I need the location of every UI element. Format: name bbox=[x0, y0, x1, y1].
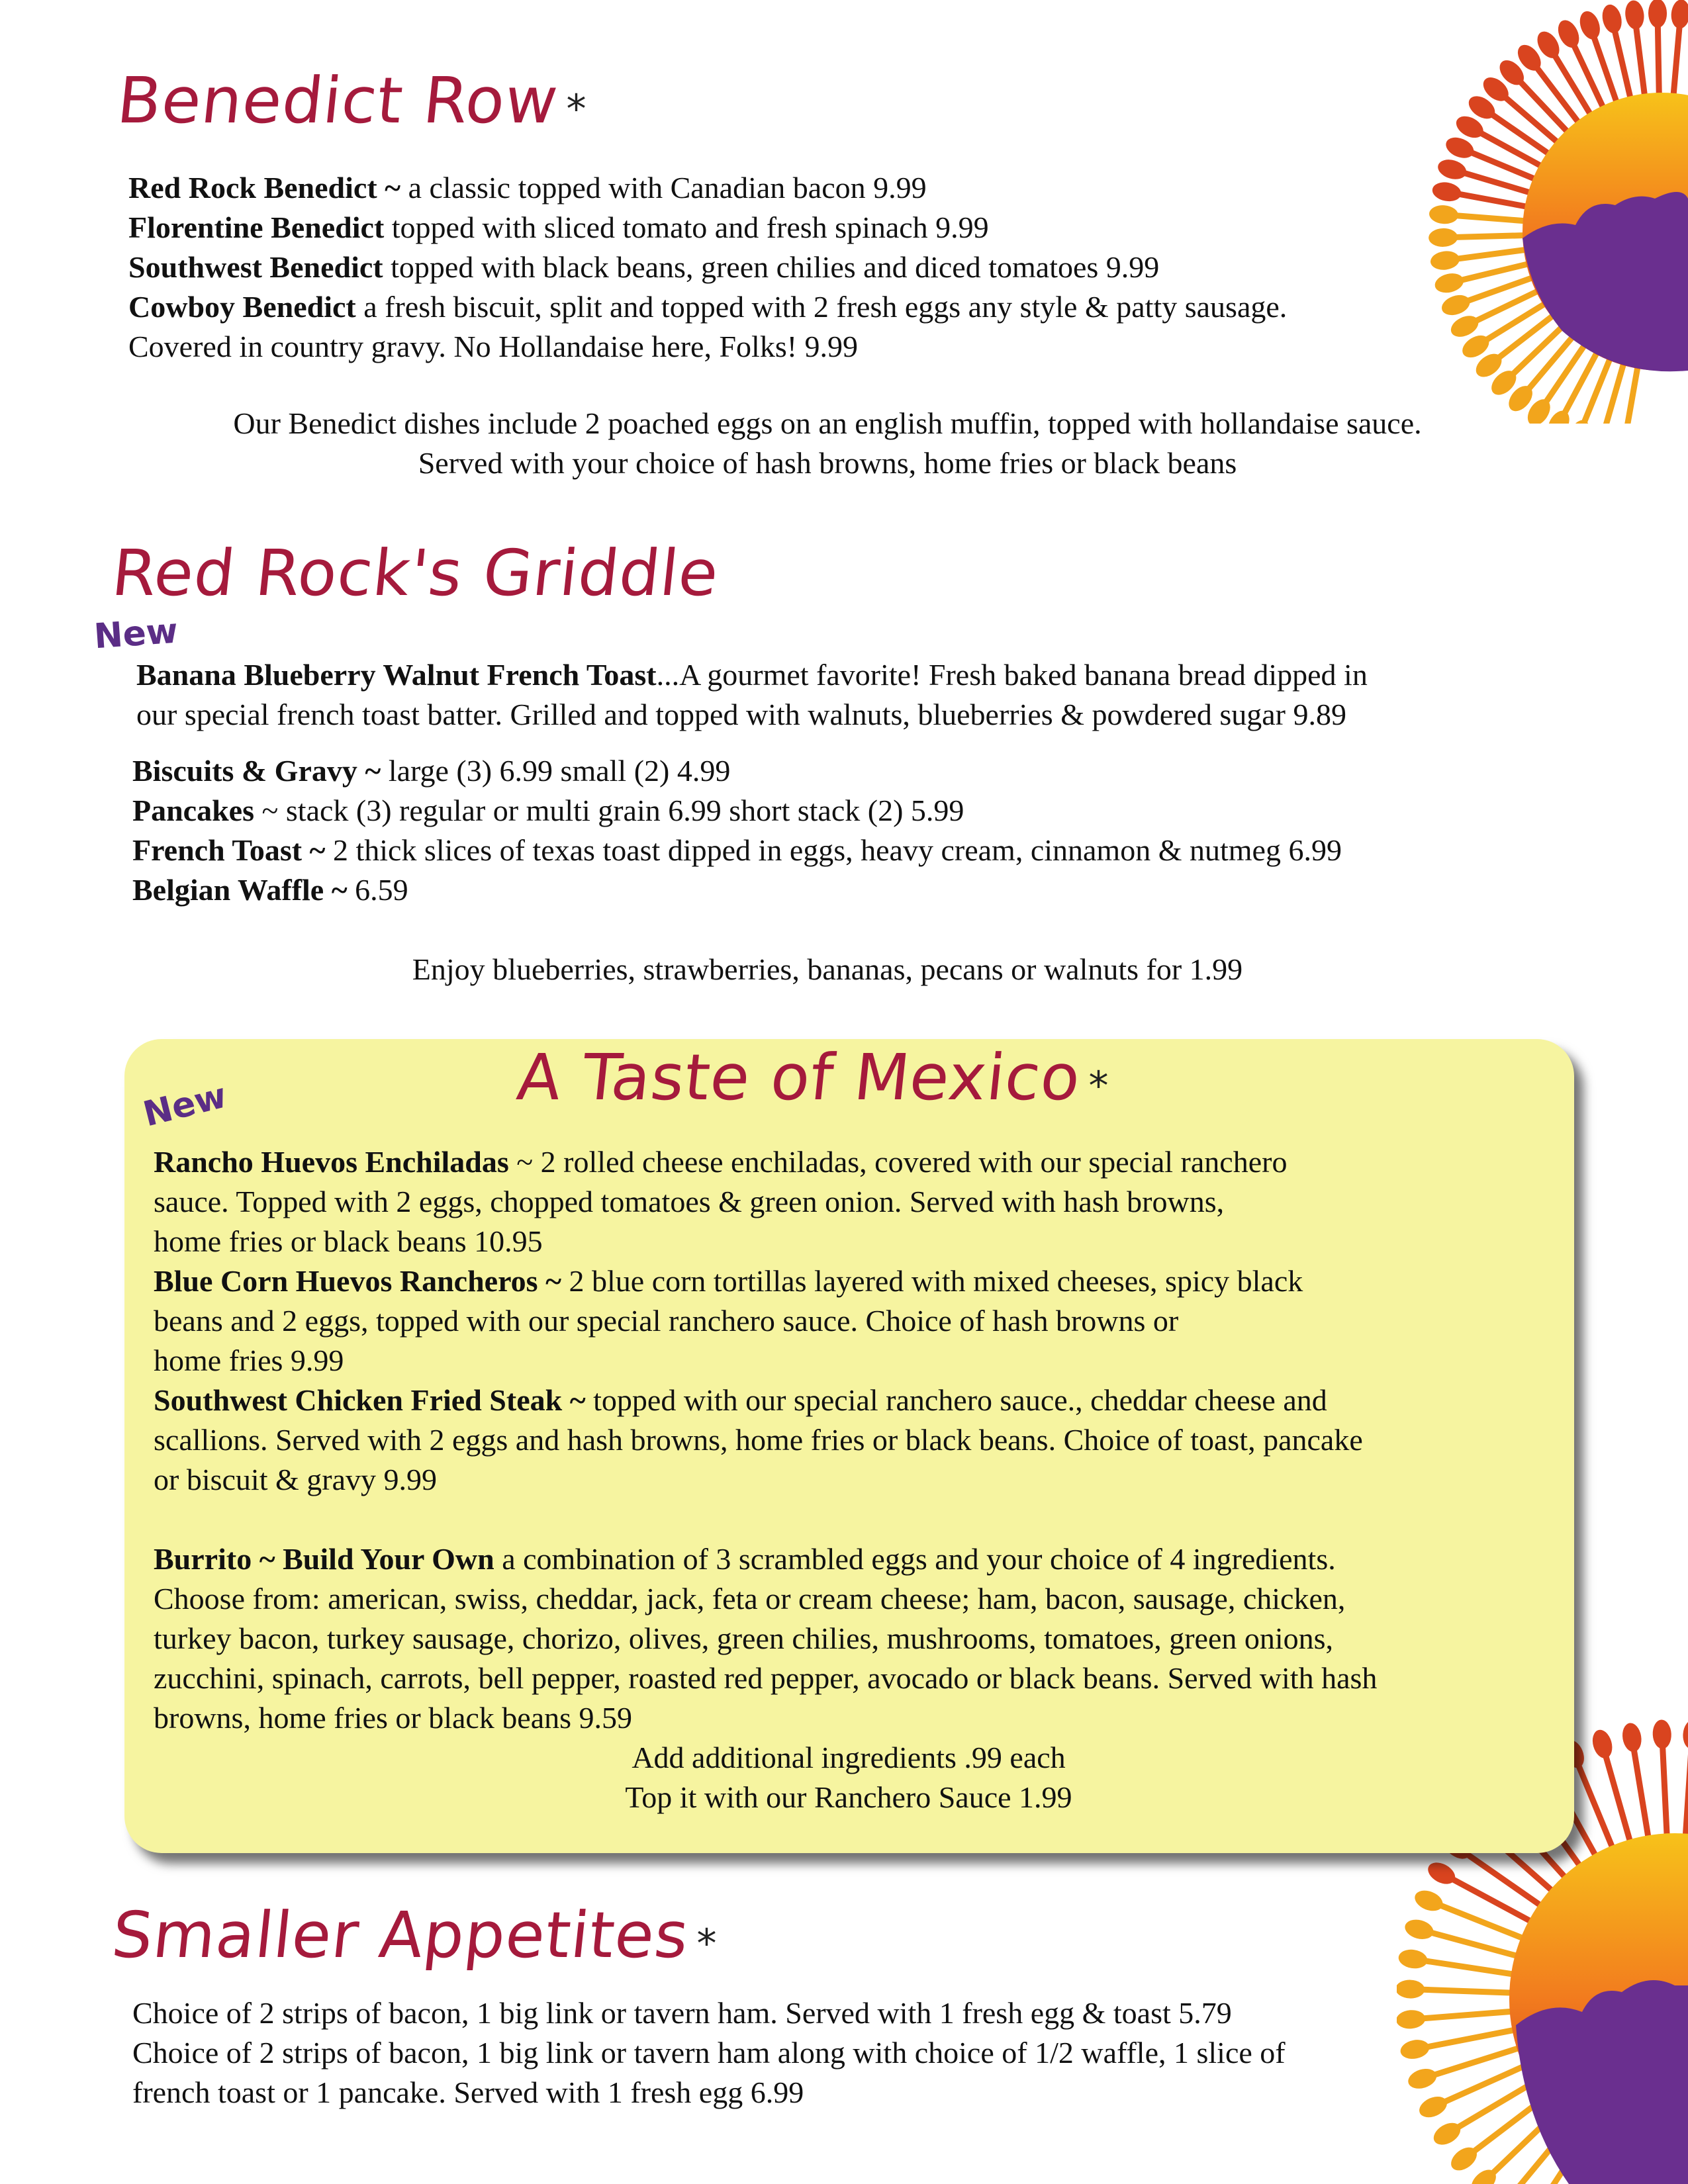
menu-item bbox=[136, 655, 1593, 695]
item-name: Biscuits & Gravy ~ bbox=[132, 754, 381, 788]
item-name: Belgian Waffle ~ bbox=[132, 873, 348, 907]
menu-item bbox=[128, 287, 1452, 327]
item-desc: ~ stack (3) regular or multi grain 6.99 short stack (2) 5.99 bbox=[254, 794, 964, 827]
item-name: Rancho Huevos Enchiladas bbox=[154, 1145, 509, 1179]
benedict-heading bbox=[114, 64, 592, 138]
item-desc: a fresh biscuit, split and topped with 2 fresh eggs any style & patty sausage. bbox=[355, 290, 1288, 324]
menu-item-continued: home fries or black beans 10.95 bbox=[154, 1224, 543, 1258]
mexico-list bbox=[154, 1142, 1570, 1738]
menu-item-continued: home fries 9.99 bbox=[154, 1343, 344, 1377]
utensil-head bbox=[1443, 134, 1477, 162]
item-desc: a classic topped with Canadian bacon 9.99 bbox=[400, 171, 927, 205]
utensil-ray bbox=[1413, 1959, 1518, 1975]
note-line: Enjoy blueberries, strawberries, bananas, pecans or walnuts for 1.99 bbox=[412, 952, 1243, 986]
item-desc: 6.59 bbox=[347, 873, 408, 907]
item-name: Southwest Benedict bbox=[128, 250, 383, 284]
utensil-head bbox=[1397, 1948, 1429, 1970]
new-badge-griddle: New bbox=[93, 611, 179, 657]
item-desc: 2 blue corn tortillas layered with mixed cheeses, spicy black bbox=[561, 1264, 1303, 1298]
utensil-ray bbox=[1685, 1735, 1688, 1841]
utensil-head bbox=[1652, 1719, 1672, 1749]
utensil-ray bbox=[1442, 1874, 1535, 1924]
note-line: Our Benedict dishes include 2 poached eggs on an english muffin, topped with hollandaise sauce. bbox=[233, 406, 1422, 440]
utensil-ray bbox=[1662, 1734, 1667, 1840]
item-name: Red Rock Benedict ~ bbox=[128, 171, 401, 205]
menu-item-continued: beans and 2 eggs, topped with our special ranchero sauce. Choice of hash browns or bbox=[154, 1304, 1179, 1338]
menu-item bbox=[154, 1539, 1570, 1579]
new-badge-mexico: New bbox=[139, 1075, 231, 1135]
menu-item bbox=[128, 168, 1452, 208]
menu-item bbox=[154, 1381, 1570, 1420]
item-desc: ~ 2 rolled cheese enchiladas, covered with our special ranchero bbox=[508, 1145, 1288, 1179]
note-line: Served with your choice of hash browns, home fries or black beans bbox=[418, 446, 1237, 480]
menu-item bbox=[154, 1261, 1570, 1301]
benedict-title: Benedict Row bbox=[114, 64, 562, 138]
utensil-ray bbox=[1632, 1737, 1649, 1842]
griddle-heading bbox=[109, 536, 722, 610]
item-desc: a combination of 3 scrambled eggs and your choice of 4 ingredients. bbox=[494, 1542, 1336, 1576]
utensil-head bbox=[1682, 1719, 1688, 1750]
mexico-title: A Taste of Mexico bbox=[514, 1040, 1085, 1115]
utensil-head bbox=[1589, 1727, 1615, 1760]
item-desc: topped with our special ranchero sauce., cheddar cheese and bbox=[585, 1383, 1327, 1417]
utensil-head bbox=[1600, 3, 1624, 35]
utensil-ray bbox=[1458, 1848, 1544, 1908]
note-line: Top it with our Ranchero Sauce 1.99 bbox=[625, 1780, 1072, 1814]
griddle-featured bbox=[136, 655, 1593, 735]
benedict-star: * bbox=[566, 86, 587, 132]
utensil-ray bbox=[1447, 2079, 1538, 2134]
smaller-star: * bbox=[696, 1921, 718, 1967]
menu-item bbox=[128, 248, 1452, 287]
menu-item bbox=[154, 1142, 1570, 1182]
mexico-extras bbox=[154, 1738, 1544, 1817]
utensil-head bbox=[1670, 0, 1688, 29]
griddle-note bbox=[79, 950, 1575, 989]
utensil-ray bbox=[1624, 362, 1639, 424]
utensil-head bbox=[1412, 1887, 1446, 1915]
item-name: Blue Corn Huevos Rancheros ~ bbox=[154, 1264, 561, 1298]
spacer bbox=[154, 1500, 1570, 1539]
menu-item-continued: zucchini, spinach, carrots, bell pepper, roasted red pepper, avocado or black beans. Served with hash bbox=[154, 1661, 1378, 1695]
menu-item bbox=[132, 831, 1589, 870]
menu-item-continued: browns, home fries or black beans 9.59 bbox=[154, 1701, 633, 1735]
menu-item bbox=[132, 791, 1589, 831]
utensil-head bbox=[1648, 0, 1667, 28]
menu-item-continued: french toast or 1 pancake. Served with 1 fresh egg 6.99 bbox=[132, 2075, 804, 2109]
menu-item bbox=[132, 751, 1589, 791]
menu-item-continued: or biscuit & gravy 9.99 bbox=[154, 1463, 437, 1496]
menu-item-continued: scallions. Served with 2 eggs and hash browns, home fries or black beans. Choice of toast, pancake bbox=[154, 1423, 1363, 1457]
menu-item bbox=[128, 208, 1452, 248]
item-name: Burrito ~ Build Your Own bbox=[154, 1542, 494, 1576]
note-line: Add additional ingredients .99 each bbox=[632, 1741, 1066, 1774]
menu-item bbox=[132, 870, 1589, 910]
item-name: French Toast ~ bbox=[132, 833, 326, 867]
item-name: Southwest Chicken Fried Steak ~ bbox=[154, 1383, 586, 1417]
item-name: Banana Blueberry Walnut French Toast bbox=[136, 658, 657, 692]
utensil-head bbox=[1620, 1721, 1644, 1753]
item-name: Pancakes bbox=[132, 794, 254, 827]
item-desc: topped with sliced tomato and fresh spinach 9.99 bbox=[384, 210, 989, 244]
utensil-head bbox=[1576, 9, 1603, 42]
sun-utensils-logo-top bbox=[1417, 0, 1688, 424]
menu-item: Choice of 2 strips of bacon, 1 big link or tavern ham. Served with 1 fresh egg & toast 5.79 bbox=[132, 1996, 1232, 2030]
smaller-heading bbox=[109, 1898, 722, 1972]
menu-item: Choice of 2 strips of bacon, 1 big link or tavern ham along with choice of 1/2 waffle, 1 slice of bbox=[132, 2036, 1286, 2070]
mexico-star: * bbox=[1088, 1063, 1109, 1109]
benedict-list bbox=[128, 168, 1452, 367]
utensil-head bbox=[1425, 1858, 1459, 1889]
menu-item-continued: our special french toast batter. Grilled and topped with walnuts, blueberries & powdered sugar 9.89 bbox=[136, 698, 1346, 731]
menu-item-continued: Covered in country gravy. No Hollandaise here, Folks! 9.99 bbox=[128, 330, 859, 363]
menu-item-continued: turkey bacon, turkey sausage, chorizo, olives, green chilies, mushrooms, tomatoes, green onions, bbox=[154, 1621, 1334, 1655]
item-desc: large (3) 6.99 small (2) 4.99 bbox=[381, 754, 731, 788]
menu-item-continued: Choose from: american, swiss, cheddar, jack, feta or cream cheese; ham, bacon, sausage, chicken, bbox=[154, 1582, 1346, 1615]
item-name: Florentine Benedict bbox=[128, 210, 385, 244]
item-desc: topped with black beans, green chilies and diced tomatoes 9.99 bbox=[383, 250, 1160, 284]
menu-item-continued: sauce. Topped with 2 eggs, chopped tomatoes & green onion. Served with hash browns, bbox=[154, 1185, 1225, 1218]
utensil-head bbox=[1624, 0, 1646, 30]
utensil-head bbox=[1403, 1917, 1436, 1942]
mexico-heading bbox=[514, 1040, 1114, 1115]
griddle-title: Red Rock's Griddle bbox=[109, 536, 723, 610]
benedict-note bbox=[79, 404, 1575, 483]
utensil-ray bbox=[1410, 1989, 1516, 1993]
griddle-list bbox=[132, 751, 1589, 910]
item-desc: 2 thick slices of texas toast dipped in eggs, heavy cream, cinnamon & nutmeg 6.99 bbox=[325, 833, 1342, 867]
smaller-title: Smaller Appetites bbox=[109, 1898, 693, 1972]
utensil-head bbox=[1430, 2118, 1464, 2150]
item-desc: ...A gourmet favorite! Fresh baked banana bread dipped in bbox=[656, 658, 1368, 692]
smaller-list bbox=[132, 1993, 1456, 2113]
item-name: Cowboy Benedict bbox=[128, 290, 356, 324]
